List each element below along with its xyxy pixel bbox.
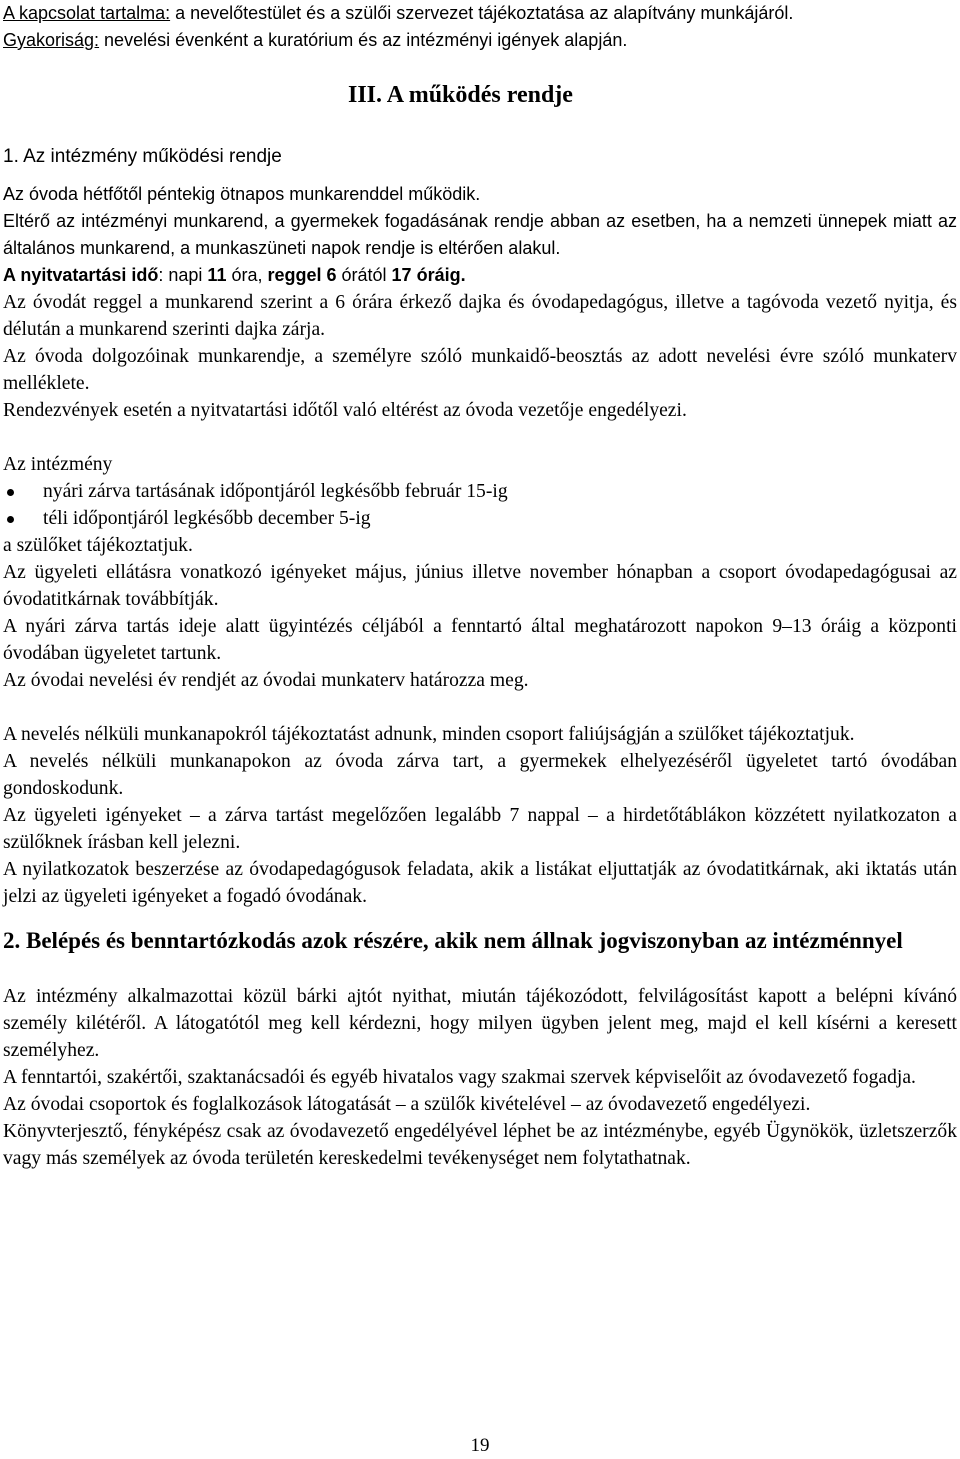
document-page (3, 0, 957, 1172)
s1-p10: A nyári zárva tartás ideje alatt ügyintézés céljából a fenntartó által meghatározott napokon 9–13 óráig a központi óvodában ügyeletet tartunk. (3, 616, 957, 664)
opening-hours-hours: 11 (207, 265, 227, 285)
intro-line-2 (3, 27, 957, 54)
opening-hours-text-2: óra, (226, 265, 268, 285)
s1-p8: a szülőket tájékoztatjuk. (3, 535, 193, 556)
opening-hours-start: reggel 6 (267, 265, 337, 285)
opening-hours-label: A nyitvatartási idő (3, 265, 159, 285)
section1-title: 1. Az intézmény működési rendje (3, 146, 282, 167)
intro-label-frequency: Gyakoriság: (3, 30, 100, 50)
s1-bullet-1 (3, 478, 957, 505)
s2-p3: Az óvodai csoportok és foglalkozások látogatását – a szülők kivételével – az óvodavezető engedélyezi. (3, 1094, 811, 1115)
s2-p2: A fenntartói, szakértői, szaktanácsadói és egyéb hivatalos vagy szakmai szervek képviselőit az óvodavezető fogadja. (3, 1067, 916, 1088)
s1-p14: Az ügyeleti igényeket – a zárva tartást megelőzően legalább 7 nappal – a hirdetőtáblákon közzétett nyilatkozaton a szülőknek írásban kell jelezni. (3, 805, 957, 853)
s1-p1: Az óvoda hétfőtől péntekig ötnapos munkarenddel működik. (3, 184, 481, 204)
opening-hours-text-1: : napi (158, 265, 208, 285)
bullet-text: téli időpontjáról legkésőbb december 5-ig (43, 508, 371, 529)
bullet-icon (7, 489, 14, 496)
s1-p9: Az ügyeleti ellátásra vonatkozó igényeket május, június illetve november hónapban a csoport óvodapedagógusai az óvodatitkárnak továbbítják. (3, 562, 957, 610)
s1-opening-hours (3, 262, 957, 289)
s1-p2: Eltérő az intézményi munkarend, a gyermekek fogadásának rendje abban az esetben, ha a nemzeti ünnepek miatt az általános munkarend, a munkaszüneti napok rendje is eltérően alakul. (3, 211, 957, 258)
chapter-header (3, 54, 957, 181)
s1-p15: A nyilatkozatok beszerzése az óvodapedagógusok feladata, akik a listákat eljuttatják az óvodatitkárnak, aki iktatás után jelzi az ügyeleti igényeket a fogadó óvodának. (3, 859, 957, 907)
opening-hours-end: 17 óráig. (391, 265, 466, 285)
bullet-icon (7, 516, 14, 523)
s1-p6: Rendezvények esetén a nyitvatartási időtől való eltérést az óvoda vezetője engedélyezi. (3, 400, 687, 421)
intro-text-frequency: nevelési évenként a kuratórium és az intézményi igények alapján. (99, 30, 628, 50)
s2-p1: Az intézmény alkalmazottai közül bárki ajtót nyithat, miután tájékozódott, felvilágosítást kapott a belépni kívánó személy kilétéről. A látogatótól meg kell kérdezni, hogy milyen ügyben jelent meg, majd el kell kísérni a keresett személyhez. (3, 986, 957, 1061)
opening-hours-text-3: órától (336, 265, 392, 285)
intro-label-content: A kapcsolat tartalma: (3, 3, 171, 23)
s1-p13: A nevelés nélküli munkanapokon az óvoda zárva tart, a gyermekek elhelyezéséről ügyeletet tartó óvodában gondoskodunk. (3, 751, 957, 799)
s1-bullet-2 (3, 505, 957, 532)
s1-p12: A nevelés nélküli munkanapokról tájékoztatást adnunk, minden csoport faliújságján a szülőket tájékoztatjuk. (3, 724, 855, 745)
section2-title: 2. Belépés és benntartózkodás azok részére, akik nem állnak jogviszonyban az intézménnyel (3, 928, 903, 953)
chapter-title: III. A működés rendje (348, 82, 573, 108)
bullet-text: nyári zárva tartásának időpontjáról legkésőbb február 15-ig (43, 481, 508, 502)
intro-text-content: a nevelőtestület és a szülői szervezet tájékoztatása az alapítvány munkájáról. (170, 3, 794, 23)
s1-p11: Az óvodai nevelési év rendjét az óvodai munkaterv határozza meg. (3, 670, 529, 691)
intro-line-1 (3, 0, 957, 27)
s1-p4: Az óvodát reggel a munkarend szerint a 6 órára érkező dajka és óvodapedagógus, illetve a tagóvoda vezető nyitja, és délután a munkarend szerinti dajka zárja. (3, 292, 957, 340)
s2-p4: Könyvterjesztő, fényképész csak az óvodavezető engedélyével léphet be az intézménybe, egyéb Ügynökök, üzletszerzők vagy más személyek az óvoda területén kereskedelmi tevékenységet nem folytathatnak. (3, 1121, 957, 1169)
page-number: 19 (470, 1435, 490, 1456)
s1-p7: Az intézmény (3, 454, 113, 475)
s1-p5: Az óvoda dolgozóinak munkarendje, a személyre szóló munkaidő-beosztás az adott nevelési évre szóló munkaterv melléklete. (3, 346, 957, 394)
